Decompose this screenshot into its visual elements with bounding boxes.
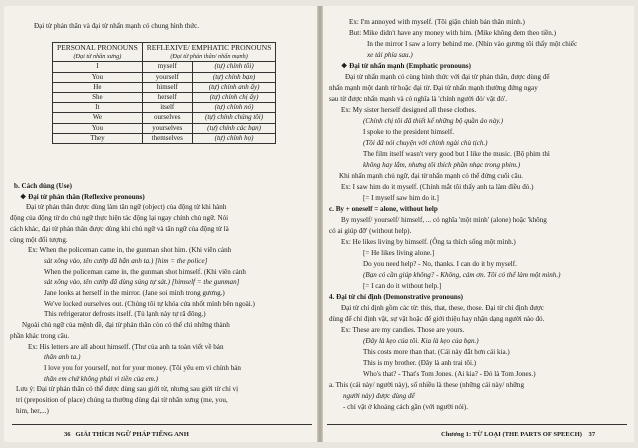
- text-line: thân anh ta.): [44, 353, 81, 362]
- table-row: [53, 72, 276, 82]
- text-line: (Bạn có cần giúp không? - Không, cám ơn. Tôi có thể làm một mình.): [363, 271, 561, 279]
- reflexive-pronoun-cell: themselves: [142, 133, 192, 143]
- text-line: nhấn mạnh một danh từ hoặc đại từ. Đại từ nhấn mạnh thường đứng ngay: [329, 84, 538, 92]
- table-row: [53, 62, 276, 72]
- text-line: By myself/ yourself/ himself, ... có nghĩa 'một mình' (alone) hoặc 'không: [341, 216, 547, 224]
- text-line: (Chính chị tôi đã thiết kế những bộ quần áo này.): [363, 117, 504, 125]
- table-row: [53, 123, 276, 133]
- text-line: không hay lắm, nhưng tôi thích phần nhạc trong phim.): [363, 161, 521, 169]
- meaning-cell: (tự) chính bạn): [192, 72, 276, 82]
- personal-pronoun-cell: You: [53, 72, 143, 82]
- text-line: Ex: When the policeman came in, the gunman shot him. (Khi viên cảnh: [28, 246, 232, 255]
- reflexive-pronoun-cell: himself: [142, 82, 192, 92]
- right-footer: [441, 431, 595, 438]
- table-row: [53, 133, 276, 143]
- text-line: Ex: He likes living by himself. (Ông ta thích sống một mình.): [341, 238, 516, 246]
- text-line: Lưu ý: Đại từ phản thân có thể được dùng sau giới từ, nhưng sau giới từ chỉ vị: [16, 385, 239, 394]
- text-line: (Tôi đã nói chuyện với chính ngài chủ tịch.): [363, 139, 488, 147]
- text-line: - chỉ vật ở khoảng cách gần (với người nói).: [343, 403, 469, 411]
- table-row: [53, 93, 276, 103]
- text-line: c. By + oneself = alone, without help: [329, 205, 438, 213]
- text-line: sát xông vào, tên cướp đã dùng súng tự sát.) [himself = the gunman]: [44, 278, 240, 287]
- text-line: Ex: My sister herself designed all these clothes.: [341, 106, 477, 114]
- book-title: GIẢI THÍCH NGỮ PHÁP TIẾNG ANH: [75, 431, 189, 438]
- text-line: Who's that? - That's Tom Jones. (Ai kia? - Đó là Tom Jones.): [363, 370, 536, 378]
- reflexive-pronoun-cell: herself: [142, 93, 192, 103]
- footer-rule: [12, 424, 312, 425]
- meaning-cell: (tự) chính anh ấy): [192, 82, 276, 92]
- personal-pronoun-cell: I: [53, 62, 143, 72]
- right-page: [323, 6, 634, 442]
- text-line: This is my brother. (Đây là anh trai tôi.): [363, 359, 477, 367]
- meaning-cell: (tự) chính chị ấy): [192, 93, 276, 103]
- text-line: trí (preposition of place) chúng ta thường dùng đại từ nhân xưng (me, you,: [16, 396, 228, 404]
- text-line: sau từ được nhấn mạnh và có nghĩa là 'chính người đó/ vật đó'.: [329, 95, 508, 103]
- text-line: b. Cách dùng (Use): [14, 182, 72, 190]
- text-line: cùng một đối tượng.: [10, 235, 68, 244]
- text-line: dùng để chỉ định vật, sự vật hoặc để giới thiệu hay nhận dạng người nào đó.: [329, 315, 545, 323]
- text-line: xe tải phía sau.): [367, 51, 413, 59]
- text-line: Ex: I saw him do it myself. (Chính mắt tôi thấy anh ta làm điều đó.): [341, 183, 534, 191]
- text-line: This costs more than that. (Cái này đắt hơn cái kia.): [363, 348, 510, 356]
- footer-rule: [327, 424, 627, 425]
- text-line: When the policeman came in, the gunman shot himself. (Khi viên cảnh: [44, 267, 246, 276]
- text-line: (Đây là kẹo của tôi. Kia là kẹo của bạn.): [363, 337, 479, 345]
- reflexive-pronoun-cell: ourselves: [142, 113, 192, 123]
- text-line: động của động từ do chủ ngữ thực hiện tác động lại ngay chính chủ ngữ. Nói: [10, 214, 229, 223]
- text-line: có ai giúp đỡ' (without help).: [329, 227, 412, 235]
- personal-pronoun-cell: They: [53, 133, 143, 143]
- text-line: [= I can do it without help.]: [363, 282, 442, 290]
- reflexive-pronoun-cell: yourselves: [142, 123, 192, 133]
- meaning-cell: (tự) chính nó): [192, 103, 276, 113]
- text-line: The film itself wasn't very good but I like the music. (Bộ phim thì: [363, 150, 550, 158]
- meaning-cell: (tự) chính họ): [192, 133, 276, 143]
- text-line: Ex: I'm annoyed with myself. (Tôi giận chính bản thân mình.): [349, 18, 525, 26]
- text-line: But: Mike didn't have any money with him. (Mike không đem theo tiền.): [349, 29, 556, 37]
- text-line: [= I myself saw him do it.]: [363, 194, 439, 202]
- text-line: thân em chứ không phải vì tiền của em.): [44, 374, 158, 383]
- text-line: Đại từ chỉ định gồm các từ: this, that, these, those. Đại từ chỉ định được: [341, 304, 544, 312]
- personal-pronoun-cell: It: [53, 103, 143, 113]
- col2-header: REFLEXIVE/ EMPHATIC PRONOUNS (Đại từ phản thân/ nhấn mạnh): [142, 43, 276, 62]
- table-row: [53, 113, 276, 123]
- text-line: ❖ Đại từ phản thân (Reflexive pronouns): [20, 192, 145, 201]
- text-line: sát xông vào, tên cướp đã bắn anh ta.) [him = the police]: [44, 256, 208, 265]
- text-line: ❖ Đại từ nhấn mạnh (Emphatic pronouns): [341, 62, 471, 70]
- text-line: This refrigerator defrosts itself. (Tủ lạnh này tự rã đông.): [44, 310, 206, 319]
- meaning-cell: (tự) chính chúng tôi): [192, 113, 276, 123]
- text-line: cách khác, đại từ phản thân được dùng khi chủ ngữ và tân ngữ của động từ là: [10, 224, 229, 233]
- intro-line: Đại từ phản thân và đại từ nhấn mạnh có chung hình thức.: [34, 22, 199, 30]
- col1-header: PERSONAL PRONOUNS (Đại từ nhân xưng): [53, 43, 143, 62]
- text-line: người này) được dùng để: [343, 392, 415, 400]
- text-line: Đại từ nhấn mạnh có cùng hình thức với đại từ phản thân, được dùng để: [345, 73, 550, 81]
- chapter-title: Chương 1: TỪ LOẠI (THE PARTS OF SPEECH): [441, 431, 582, 438]
- text-line: Do you need help? - No, thanks. I can do it by myself.: [363, 260, 517, 268]
- pronoun-table: [52, 42, 276, 144]
- meaning-cell: (tự) chính các bạn): [192, 123, 276, 133]
- personal-pronoun-cell: You: [53, 123, 143, 133]
- text-line: Ngoài chủ ngữ của mệnh đề, đại từ phản thân còn có thể chỉ những thành: [22, 321, 230, 330]
- left-footer: [64, 431, 189, 438]
- text-line: Jane looks at herself in the mirror. (Jane soi mình trong gương.): [44, 289, 225, 297]
- personal-pronoun-cell: He: [53, 82, 143, 92]
- text-line: Khi nhấn mạnh chủ ngữ, đại từ nhấn mạnh có thể đứng cuối câu.: [339, 172, 523, 180]
- personal-pronoun-cell: We: [53, 113, 143, 123]
- personal-pronoun-cell: She: [53, 93, 143, 103]
- reflexive-pronoun-cell: yourself: [142, 72, 192, 82]
- text-line: In the mirror I saw a lorry behind me. (Nhìn vào gương tôi thấy một chiếc: [367, 40, 578, 48]
- text-line: Ex: These are my candies. Those are yours.: [341, 326, 465, 334]
- page-number: 36: [64, 431, 71, 438]
- table-row: [53, 103, 276, 113]
- text-line: 4. Đại từ chỉ định (Demonstrative pronouns): [329, 293, 463, 301]
- text-line: [= He likes living alone.]: [363, 249, 435, 257]
- text-line: Ex: His letters are all about himself. (Thư của anh ta toàn viết về bản: [28, 342, 224, 351]
- text-line: phần khác trong câu.: [10, 331, 70, 340]
- text-line: him, her,...): [16, 406, 49, 415]
- text-line: I spoke to the president himself.: [363, 128, 455, 136]
- text-line: a. This (cái này/ người này), số nhiều là these (những cái này/ những: [329, 381, 525, 389]
- reflexive-pronoun-cell: itself: [142, 103, 192, 113]
- left-page: [4, 6, 317, 442]
- meaning-cell: (tự) chính tôi): [192, 62, 276, 72]
- text-line: Đại từ phản thân được dùng làm tân ngữ (object) của động từ khi hành: [26, 203, 227, 212]
- text-line: We've locked ourselves out. (Chúng tôi tự khóa cửa nhốt mình bên ngoài.): [44, 299, 255, 308]
- reflexive-pronoun-cell: myself: [142, 62, 192, 72]
- text-line: I love you for yourself, not for your money. (Tôi yêu em vì chính bản: [44, 363, 241, 372]
- page-number: 37: [588, 431, 596, 438]
- table-row: [53, 82, 276, 92]
